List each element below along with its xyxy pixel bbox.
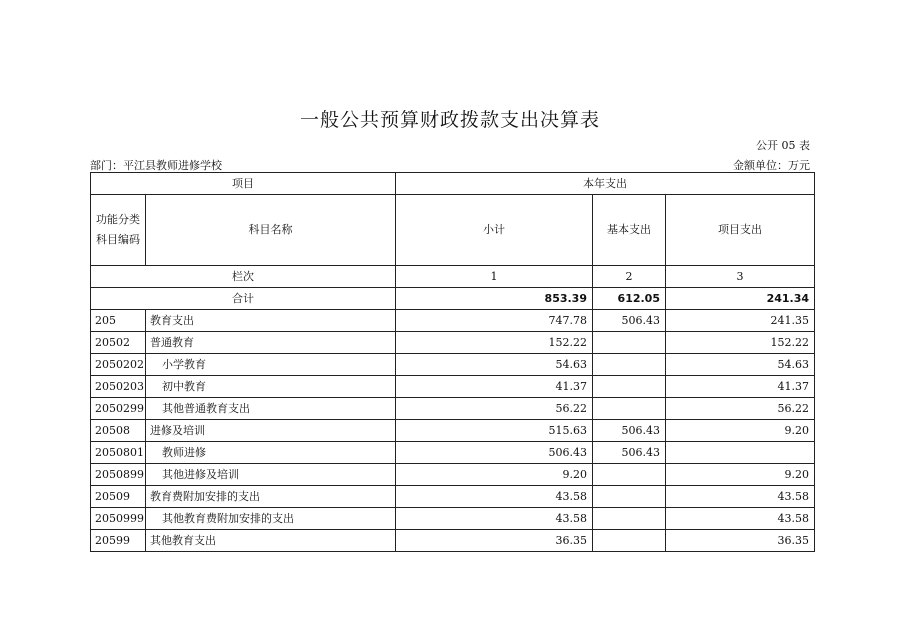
row-code: 2050299 bbox=[91, 398, 146, 420]
row-code: 20599 bbox=[91, 530, 146, 552]
row-basic bbox=[593, 354, 666, 376]
row-subtotal: 43.58 bbox=[396, 508, 593, 530]
table-row bbox=[91, 442, 815, 464]
total-basic: 612.05 bbox=[593, 288, 666, 310]
row-name: 普通教育 bbox=[146, 332, 396, 354]
header-code-label: 功能分类科目编码 bbox=[91, 195, 146, 266]
row-subtotal: 36.35 bbox=[396, 530, 593, 552]
row-subtotal: 152.22 bbox=[396, 332, 593, 354]
row-basic: 506.43 bbox=[593, 310, 666, 332]
table-row bbox=[91, 310, 815, 332]
header-row-2 bbox=[91, 195, 815, 266]
row-basic: 506.43 bbox=[593, 442, 666, 464]
amount-unit-label: 金额单位：万元 bbox=[733, 159, 810, 172]
row-basic bbox=[593, 398, 666, 420]
row-subtotal: 515.63 bbox=[396, 420, 593, 442]
table-row bbox=[91, 376, 815, 398]
row-name: 教育支出 bbox=[146, 310, 396, 332]
row-subtotal: 56.22 bbox=[396, 398, 593, 420]
total-label: 合计 bbox=[91, 288, 396, 310]
row-subtotal: 41.37 bbox=[396, 376, 593, 398]
column-number-2: 2 bbox=[593, 266, 666, 288]
table-row bbox=[91, 464, 815, 486]
header-name-label: 科目名称 bbox=[146, 195, 396, 266]
table-row bbox=[91, 508, 815, 530]
row-code: 2050899 bbox=[91, 464, 146, 486]
header-item: 项目 bbox=[91, 173, 396, 195]
department-label: 部门：平江县教师进修学校 bbox=[90, 159, 222, 172]
header-subtotal: 小计 bbox=[396, 195, 593, 266]
row-name: 初中教育 bbox=[146, 376, 396, 398]
table-row bbox=[91, 398, 815, 420]
report-title: 一般公共预算财政拨款支出决算表 bbox=[299, 109, 600, 131]
row-code: 20508 bbox=[91, 420, 146, 442]
row-code: 20509 bbox=[91, 486, 146, 508]
row-subtotal: 9.20 bbox=[396, 464, 593, 486]
table-row bbox=[91, 354, 815, 376]
row-subtotal: 747.78 bbox=[396, 310, 593, 332]
row-subtotal: 506.43 bbox=[396, 442, 593, 464]
row-basic bbox=[593, 530, 666, 552]
row-name: 其他教育支出 bbox=[146, 530, 396, 552]
table-row bbox=[91, 530, 815, 552]
row-name: 进修及培训 bbox=[146, 420, 396, 442]
row-basic bbox=[593, 376, 666, 398]
row-name: 教师进修 bbox=[146, 442, 396, 464]
table-row bbox=[91, 332, 815, 354]
row-basic bbox=[593, 486, 666, 508]
row-project: 56.22 bbox=[666, 398, 815, 420]
header-project: 项目支出 bbox=[666, 195, 815, 266]
row-project: 43.58 bbox=[666, 508, 815, 530]
row-code: 2050801 bbox=[91, 442, 146, 464]
header-current-year: 本年支出 bbox=[396, 173, 815, 195]
row-basic: 506.43 bbox=[593, 420, 666, 442]
column-order-row bbox=[91, 266, 815, 288]
row-project: 41.37 bbox=[666, 376, 815, 398]
total-project: 241.34 bbox=[666, 288, 815, 310]
row-name: 小学教育 bbox=[146, 354, 396, 376]
row-name: 其他普通教育支出 bbox=[146, 398, 396, 420]
expenditure-table bbox=[90, 172, 815, 552]
row-project: 9.20 bbox=[666, 420, 815, 442]
row-project: 54.63 bbox=[666, 354, 815, 376]
row-name: 其他进修及培训 bbox=[146, 464, 396, 486]
row-project: 36.35 bbox=[666, 530, 815, 552]
row-project: 241.35 bbox=[666, 310, 815, 332]
row-code: 20502 bbox=[91, 332, 146, 354]
header-row-1 bbox=[91, 173, 815, 195]
row-code: 2050202 bbox=[91, 354, 146, 376]
table-row bbox=[91, 420, 815, 442]
header-basic: 基本支出 bbox=[593, 195, 666, 266]
row-name: 教育费附加安排的支出 bbox=[146, 486, 396, 508]
row-code: 2050203 bbox=[91, 376, 146, 398]
row-project: 152.22 bbox=[666, 332, 815, 354]
column-number-3: 3 bbox=[666, 266, 815, 288]
row-name: 其他教育费附加安排的支出 bbox=[146, 508, 396, 530]
row-code: 2050999 bbox=[91, 508, 146, 530]
row-project: 9.20 bbox=[666, 464, 815, 486]
total-row bbox=[91, 288, 815, 310]
row-basic bbox=[593, 332, 666, 354]
row-subtotal: 43.58 bbox=[396, 486, 593, 508]
column-order-label: 栏次 bbox=[91, 266, 396, 288]
row-project: 43.58 bbox=[666, 486, 815, 508]
form-number: 公开 05 表 bbox=[756, 139, 810, 152]
column-number-1: 1 bbox=[396, 266, 593, 288]
row-subtotal: 54.63 bbox=[396, 354, 593, 376]
row-basic bbox=[593, 464, 666, 486]
table-row bbox=[91, 486, 815, 508]
row-basic bbox=[593, 508, 666, 530]
total-subtotal: 853.39 bbox=[396, 288, 593, 310]
row-project bbox=[666, 442, 815, 464]
row-code: 205 bbox=[91, 310, 146, 332]
